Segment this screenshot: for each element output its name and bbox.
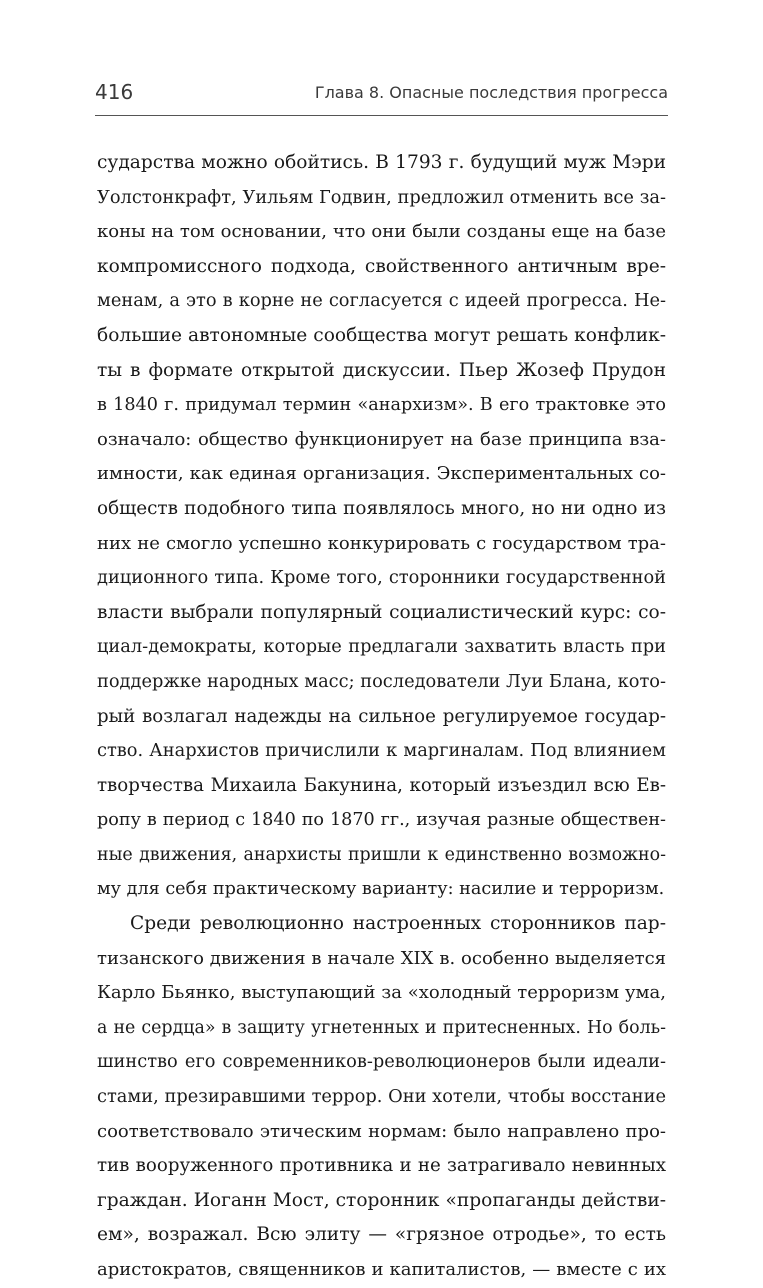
text-line: имности, как единая организация. Экспериментальных со- (97, 463, 666, 485)
text-line: циал-демократы, которые предлагали захватить власть при (97, 636, 666, 658)
paragraph-first-line: Среди революционно настроенных сторонников пар- (130, 913, 666, 935)
text-line: а не сердца» в защиту угнетенных и притесненных. Но боль- (97, 1017, 666, 1038)
body-text (97, 146, 666, 1288)
text-line: шинство его современников-революционеров были идеали- (97, 1051, 666, 1073)
text-line: власти выбрали популярный социалистический курс: со- (97, 601, 666, 623)
text-line: ные движения, анархисты пришли к единственно возможно- (97, 844, 666, 865)
text-line: в 1840 г. придумал термин «анархизм». В его трактовке это (97, 395, 666, 416)
text-line: коны на том основании, что они были созданы еще на базе (97, 221, 666, 243)
text-line: сударства можно обойтись. В 1793 г. будущий муж Мэри (97, 152, 666, 173)
text-line: тив вооруженного противника и не затрагивало невинных (97, 1155, 666, 1177)
header-divider (95, 115, 668, 116)
running-chapter-title: Глава 8. Опасные последствия прогресса (314, 83, 668, 102)
text-line: аристократов, священников и капиталистов, — вместе с их (97, 1259, 666, 1280)
text-line: стами, презиравшими террор. Они хотели, чтобы восстание (97, 1086, 666, 1108)
text-line: граждан. Иоганн Мост, сторонник «пропаганды действи- (97, 1189, 666, 1211)
text-line: Карло Бьянко, выступающий за «холодный терроризм ума, (97, 982, 666, 1004)
text-line: тизанского движения в начале XIX в. особенно выделяется (97, 947, 666, 969)
text-line: компромиссного подхода, свойственного античным вре- (97, 255, 666, 277)
text-line: означало: общество функционирует на базе принципа вза- (97, 428, 666, 450)
paragraph-last-line: му для себя практическому варианту: насилие и терроризм. (97, 879, 665, 900)
page-header (95, 78, 668, 110)
text-line: ем», возражал. Всю элиту — «грязное отродье», то есть (97, 1224, 666, 1246)
text-line: ропу в период с 1840 по 1870 гг., изучая разные обществен- (97, 810, 666, 831)
page-number: 416 (95, 80, 134, 104)
text-line: соответствовало этическим нормам: было направлено про- (97, 1120, 666, 1142)
text-line: большие автономные сообщества могут решать конфлик- (97, 324, 666, 346)
text-line: поддержке народных масс; последователи Луи Блана, кото- (97, 670, 666, 692)
text-line: творчества Михаила Бакунина, который изъездил всю Ев- (97, 774, 666, 796)
text-line: Уолстонкрафт, Уильям Годвин, предложил отменить все за- (97, 186, 666, 208)
text-line: ты в формате открытой дискуссии. Пьер Жозеф Прудон (97, 359, 666, 381)
text-line: менам, а это в корне не согласуется с идеей прогресса. Не- (97, 290, 666, 312)
text-line: обществ подобного типа появлялось много, но ни одно из (97, 497, 666, 519)
text-line: рый возлагал надежды на сильное регулируемое государ- (97, 705, 666, 727)
text-line: них не смогло успешно конкурировать с государством тра- (97, 532, 666, 554)
text-line: диционного типа. Кроме того, сторонники государственной (97, 567, 666, 589)
text-line: ство. Анархистов причислили к маргиналам. Под влиянием (97, 740, 666, 762)
